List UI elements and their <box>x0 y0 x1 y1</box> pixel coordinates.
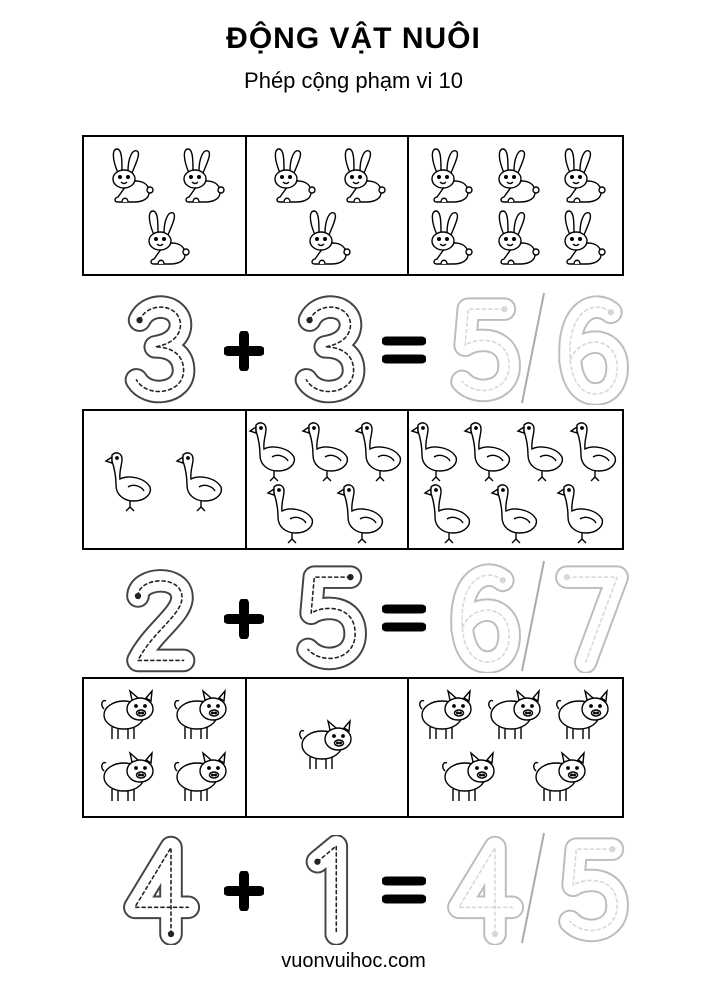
plus-sign <box>224 331 264 371</box>
plus-sign <box>224 871 264 911</box>
footer-site: vuonvuihoc.com <box>281 950 426 972</box>
choice-divider <box>516 289 550 407</box>
animal-cell <box>84 137 247 274</box>
rabbit-icon <box>490 145 540 210</box>
pig-icon <box>98 749 158 810</box>
animal-cell <box>245 137 409 274</box>
goose-icon <box>301 419 351 488</box>
pig-icon <box>530 749 590 810</box>
goose-icon <box>516 419 566 488</box>
goose-icon <box>410 419 460 488</box>
choice-divider <box>516 829 550 947</box>
goose-icon <box>569 419 619 488</box>
animal-grid <box>82 135 624 276</box>
goose-icon <box>104 449 154 518</box>
goose-icon <box>490 481 540 550</box>
animal-cell <box>245 411 409 548</box>
animal-cell <box>84 411 247 548</box>
addend-b-digit <box>290 835 370 945</box>
addend-a-digit <box>120 295 200 405</box>
pig-icon <box>171 687 231 748</box>
answer-choice-2[interactable] <box>552 295 632 405</box>
rabbit-icon <box>336 145 386 210</box>
animal-grid <box>82 409 624 550</box>
rabbit-icon <box>556 145 606 210</box>
equals-sign <box>382 601 426 635</box>
addend-b-digit <box>290 295 370 405</box>
pig-icon <box>416 687 476 748</box>
pig-icon <box>98 687 158 748</box>
rabbit-icon <box>556 207 606 272</box>
rabbit-icon <box>104 145 154 210</box>
animal-cell <box>407 679 622 816</box>
page-title: ĐỘNG VẬT NUÔI <box>226 22 481 55</box>
answer-choice-1[interactable] <box>444 563 524 673</box>
equation-row <box>0 295 707 405</box>
equation-row <box>0 835 707 945</box>
answer-choice-1[interactable] <box>444 295 524 405</box>
plus-sign <box>224 599 264 639</box>
rabbit-icon <box>175 145 225 210</box>
goose-icon <box>423 481 473 550</box>
animal-cell <box>407 137 622 274</box>
rabbit-icon <box>266 145 316 210</box>
answer-choice-2[interactable] <box>552 563 632 673</box>
goose-icon <box>266 481 316 550</box>
goose-icon <box>556 481 606 550</box>
goose-icon <box>354 419 404 488</box>
pig-icon <box>553 687 613 748</box>
goose-icon <box>248 419 298 488</box>
animal-grid <box>82 677 624 818</box>
animal-cell <box>245 679 409 816</box>
page-subtitle: Phép cộng phạm vi 10 <box>244 68 463 93</box>
addend-a-digit <box>120 563 200 673</box>
equation-row <box>0 563 707 673</box>
rabbit-icon <box>490 207 540 272</box>
addend-a-digit <box>120 835 200 945</box>
choice-divider <box>516 557 550 675</box>
answer-choice-2[interactable] <box>552 835 632 945</box>
pig-icon <box>485 687 545 748</box>
rabbit-icon <box>423 207 473 272</box>
animal-cell <box>84 679 247 816</box>
addend-b-digit <box>290 563 370 673</box>
goose-icon <box>463 419 513 488</box>
rabbit-icon <box>140 207 190 272</box>
goose-icon <box>336 481 386 550</box>
pig-icon <box>171 749 231 810</box>
goose-icon <box>175 449 225 518</box>
pig-icon <box>439 749 499 810</box>
answer-choice-1[interactable] <box>444 835 524 945</box>
equals-sign <box>382 873 426 907</box>
pig-icon <box>296 717 356 778</box>
animal-cell <box>407 411 622 548</box>
equals-sign <box>382 333 426 367</box>
rabbit-icon <box>423 145 473 210</box>
rabbit-icon <box>301 207 351 272</box>
